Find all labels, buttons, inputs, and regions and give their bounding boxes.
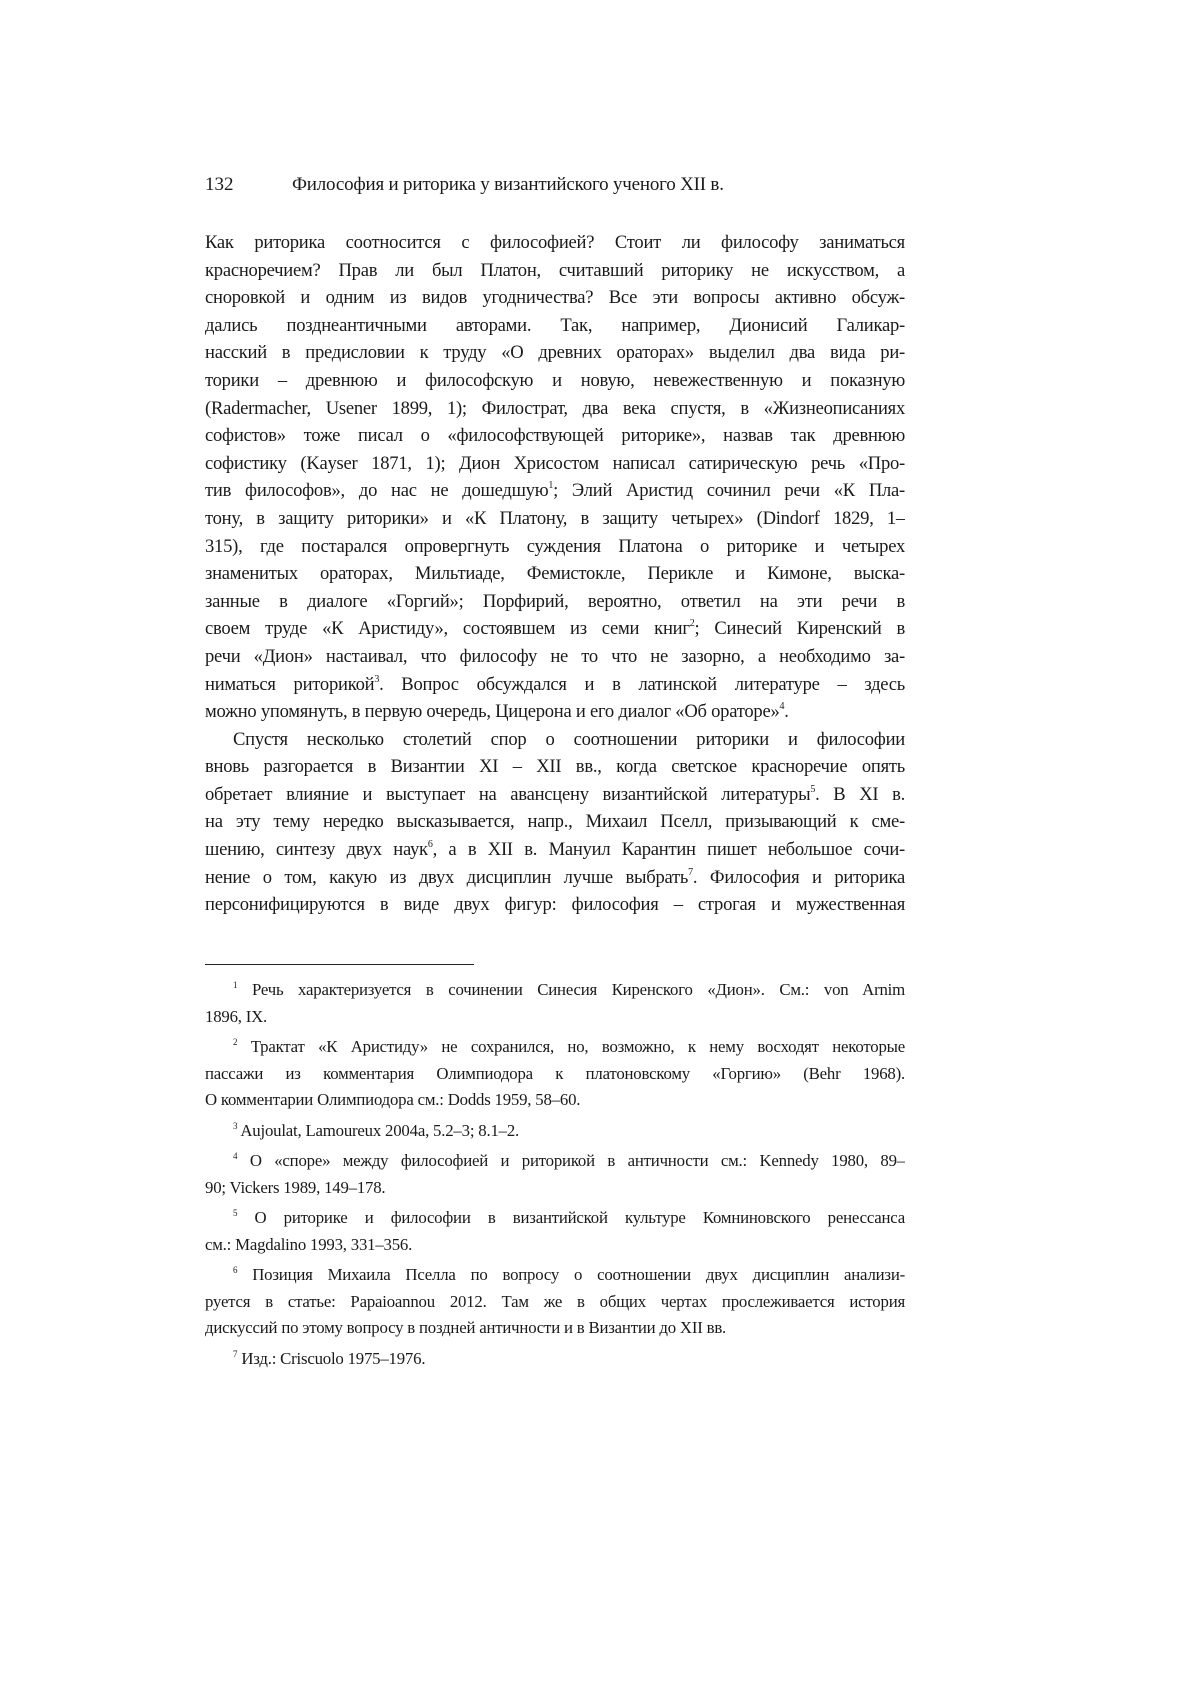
footnote-separator	[205, 964, 474, 965]
footnote	[205, 1262, 905, 1342]
text-segment: своем труде «К Аристиду», состоявшем из семи книг	[205, 618, 690, 639]
footnote-text: Aujoulat, Lamoureux 2004a, 5.2–3; 8.1–2.	[240, 1121, 519, 1140]
footnote-line	[205, 977, 905, 1004]
text-segment: Спустя несколько столетий спор о соотношении риторики и философии	[233, 729, 905, 750]
text-segment: дались позднеантичными авторами. Так, например, Дионисий Галикар-	[205, 315, 905, 336]
footnote-line	[205, 1175, 905, 1202]
text-line	[205, 257, 905, 285]
footnote-reference[interactable]: 5	[810, 784, 815, 795]
footnotes	[205, 977, 905, 1376]
footnote-reference[interactable]: 4	[780, 701, 785, 712]
text-line	[205, 808, 905, 836]
footnote-text: см.: Magdalino 1993, 331–356.	[205, 1235, 412, 1254]
footnote-reference[interactable]: 7	[688, 867, 693, 878]
text-segment: софистику (Kayser 1871, 1); Дион Хрисостом написал сатирическую речь «Про-	[205, 453, 905, 474]
footnote-mark: 2	[233, 1037, 237, 1047]
text-line	[205, 643, 905, 671]
footnote-line	[205, 1346, 905, 1373]
running-header	[205, 174, 905, 202]
footnote-line	[205, 1061, 905, 1088]
footnote	[205, 1034, 905, 1114]
text-segment: Как риторика соотносится с философией? Стоит ли философу заниматься	[205, 232, 905, 253]
text-line	[205, 615, 905, 643]
footnote-mark: 4	[233, 1151, 237, 1161]
footnote	[205, 1118, 905, 1145]
text-segment: (Radermacher, Usener 1899, 1); Филострат, два века спустя, в «Жизнеописаниях	[205, 398, 905, 419]
footnote-mark: 3	[233, 1121, 237, 1131]
footnote-text: дискуссий по этому вопросу в поздней античности и в Византии до XII вв.	[205, 1318, 726, 1337]
text-line	[205, 339, 905, 367]
paragraph	[205, 229, 905, 726]
text-segment: речи «Дион» настаивал, что философу не то что не зазорно, а необходимо за-	[205, 646, 905, 667]
footnote-text: Изд.: Criscuolo 1975–1976.	[241, 1349, 425, 1368]
text-line	[205, 726, 905, 754]
footnote-text: Трактат «К Аристиду» не сохранился, но, возможно, к нему восходят некоторые	[251, 1037, 905, 1056]
text-line	[205, 781, 905, 809]
body-text	[205, 229, 905, 919]
text-line	[205, 560, 905, 588]
page-number: 132	[205, 174, 234, 196]
text-line	[205, 836, 905, 864]
text-segment: ; Элий Аристид сочинил речи «К Пла-	[553, 480, 905, 501]
footnote-line	[205, 1034, 905, 1061]
footnote-mark: 1	[233, 980, 237, 990]
footnote	[205, 1346, 905, 1373]
running-title: Философия и риторика у византийского ученого XII в.	[292, 174, 724, 196]
text-segment: шению, синтезу двух наук	[205, 839, 428, 860]
footnote-mark: 7	[233, 1349, 237, 1359]
footnote-text: Речь характеризуется в сочинении Синесия Киренского «Дион». См.: von Arnim	[252, 980, 905, 999]
footnote-line	[205, 1232, 905, 1259]
footnote-line	[205, 1118, 905, 1145]
footnote	[205, 977, 905, 1030]
text-segment: .	[784, 701, 788, 722]
text-segment: 315), где постарался опровергнуть суждения Платона о риторике и четырех	[205, 536, 905, 557]
footnote-reference[interactable]: 1	[548, 480, 553, 491]
text-line	[205, 864, 905, 892]
text-line	[205, 312, 905, 340]
text-segment: можно упомянуть, в первую очередь, Цицерона и его диалог «Об ораторе»	[205, 701, 780, 722]
text-segment: персонифицируются в виде двух фигур: философия – строгая и мужественная	[205, 894, 905, 915]
text-line	[205, 891, 905, 919]
text-segment: софистов» тоже писал о «философствующей риторике», назвав так древнюю	[205, 425, 905, 446]
footnote-mark: 5	[233, 1208, 237, 1218]
footnote-text: О риторике и философии в византийской культуре Комниновского ренессанса	[255, 1208, 905, 1227]
text-line	[205, 477, 905, 505]
text-line	[205, 229, 905, 257]
footnote-line	[205, 1087, 905, 1114]
text-line	[205, 533, 905, 561]
text-segment: торики – древнюю и философскую и новую, невежественную и показную	[205, 370, 905, 391]
footnote-reference[interactable]: 6	[428, 839, 433, 850]
text-segment: . Вопрос обсуждался и в латинской литературе – здесь	[379, 674, 905, 695]
text-segment: . В XI в.	[815, 784, 905, 805]
text-line	[205, 284, 905, 312]
text-segment: сноровкой и одним из видов угодничества? Все эти вопросы активно обсуж-	[205, 287, 905, 308]
text-line	[205, 753, 905, 781]
footnote-text: О комментарии Олимпиодора см.: Dodds 1959, 58–60.	[205, 1090, 580, 1109]
text-line	[205, 505, 905, 533]
text-line	[205, 698, 905, 726]
text-line	[205, 422, 905, 450]
text-segment: тону, в защиту риторики» и «К Платону, в защиту четырех» (Dindorf 1829, 1–	[205, 508, 905, 529]
text-segment: обретает влияние и выступает на авансцену византийской литературы	[205, 784, 810, 805]
footnote-line	[205, 1315, 905, 1342]
footnote-text: 90; Vickers 1989, 149–178.	[205, 1178, 385, 1197]
footnote-line	[205, 1205, 905, 1232]
footnote-text: пассажи из комментария Олимпиодора к платоновскому «Горгию» (Behr 1968).	[205, 1064, 905, 1083]
footnote-text: руется в статье: Papaioannou 2012. Там же в общих чертах прослеживается история	[205, 1292, 905, 1311]
footnote-line	[205, 1004, 905, 1031]
footnote	[205, 1205, 905, 1258]
text-line	[205, 367, 905, 395]
text-segment: . Философия и риторика	[693, 867, 905, 888]
footnote-line	[205, 1289, 905, 1316]
text-segment: тив философов», до нас не дошедшую	[205, 480, 548, 501]
footnote-reference[interactable]: 2	[690, 618, 695, 629]
footnote-text: Позиция Михаила Пселла по вопросу о соотношении двух дисциплин анализи-	[252, 1265, 905, 1284]
text-line	[205, 671, 905, 699]
text-segment: на эту тему нередко высказывается, напр., Михаил Пселл, призывающий к сме-	[205, 811, 905, 832]
footnote	[205, 1148, 905, 1201]
text-segment: знаменитых ораторах, Мильтиаде, Фемистокле, Перикле и Кимоне, выска-	[205, 563, 905, 584]
text-segment: насский в предисловии к труду «О древних ораторах» выделил два вида ри-	[205, 342, 905, 363]
text-segment: красноречием? Прав ли был Платон, считавший риторику не искусством, а	[205, 260, 905, 281]
text-line	[205, 395, 905, 423]
text-line	[205, 450, 905, 478]
text-segment: занные в диалоге «Горгий»; Порфирий, вероятно, ответил на эти речи в	[205, 591, 905, 612]
text-segment: нение о том, какую из двух дисциплин лучше выбрать	[205, 867, 688, 888]
footnote-text: 1896, IX.	[205, 1007, 267, 1026]
footnote-line	[205, 1148, 905, 1175]
text-segment: ; Синесий Киренский в	[695, 618, 906, 639]
footnote-reference[interactable]: 3	[374, 674, 379, 685]
footnote-line	[205, 1262, 905, 1289]
paragraph	[205, 726, 905, 919]
footnote-mark: 6	[233, 1265, 237, 1275]
text-line	[205, 588, 905, 616]
text-segment: , а в XII в. Мануил Карантин пишет небольшое сочи-	[433, 839, 905, 860]
text-segment: ниматься риторикой	[205, 674, 374, 695]
text-segment: вновь разгорается в Византии XI – XII вв., когда светское красноречие опять	[205, 756, 905, 777]
footnote-text: О «споре» между философией и риторикой в античности см.: Kennedy 1980, 89–	[250, 1151, 905, 1170]
